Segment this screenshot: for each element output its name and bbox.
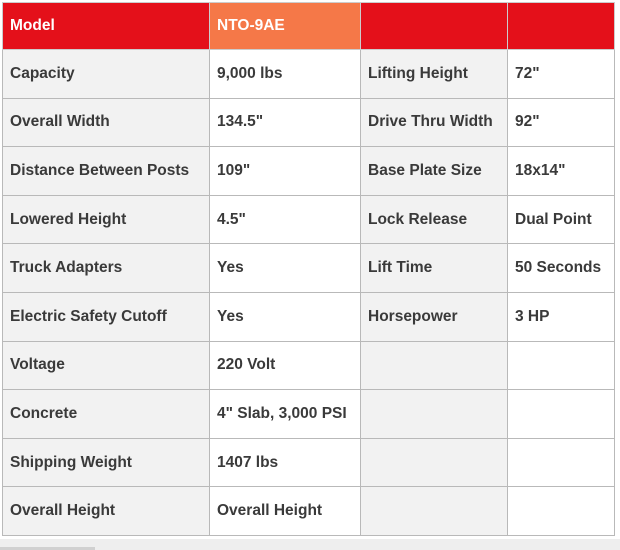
table-row	[3, 50, 615, 99]
spec-value: Yes	[210, 244, 361, 293]
spec-value: 1407 lbs	[210, 438, 361, 487]
spec-label: Overall Height	[3, 487, 210, 536]
empty-cell	[508, 438, 615, 487]
spec-value: Yes	[210, 292, 361, 341]
spec-value: 18x14"	[508, 147, 615, 196]
spec-value: 220 Volt	[210, 341, 361, 390]
header-model-value: NTO-9AE	[210, 3, 361, 50]
header-model-label: Model	[3, 3, 210, 50]
spec-label: Truck Adapters	[3, 244, 210, 293]
spec-value: 72"	[508, 50, 615, 99]
spec-label: Shipping Weight	[3, 438, 210, 487]
spec-label: Drive Thru Width	[361, 98, 508, 147]
spec-value: 3 HP	[508, 292, 615, 341]
spec-label: Capacity	[3, 50, 210, 99]
table-row	[3, 390, 615, 439]
spec-value: Overall Height	[210, 487, 361, 536]
table-row	[3, 244, 615, 293]
table-row	[3, 98, 615, 147]
empty-cell	[508, 487, 615, 536]
spec-label: Base Plate Size	[361, 147, 508, 196]
table-row	[3, 487, 615, 536]
spec-label: Lift Time	[361, 244, 508, 293]
header-empty-cell	[361, 3, 508, 50]
spec-value: 109"	[210, 147, 361, 196]
table-row	[3, 195, 615, 244]
spec-label: Voltage	[3, 341, 210, 390]
header-empty-cell	[508, 3, 615, 50]
table-row	[3, 438, 615, 487]
spec-label: Horsepower	[361, 292, 508, 341]
spec-table-header-row	[3, 3, 615, 50]
empty-cell	[361, 390, 508, 439]
table-row	[3, 341, 615, 390]
spec-label: Electric Safety Cutoff	[3, 292, 210, 341]
table-row	[3, 147, 615, 196]
spec-label: Concrete	[3, 390, 210, 439]
spec-value: 134.5"	[210, 98, 361, 147]
spec-value: 9,000 lbs	[210, 50, 361, 99]
empty-cell	[361, 438, 508, 487]
spec-value: 4.5"	[210, 195, 361, 244]
empty-cell	[508, 341, 615, 390]
empty-cell	[508, 390, 615, 439]
spec-label: Overall Width	[3, 98, 210, 147]
empty-cell	[361, 341, 508, 390]
spec-label: Lock Release	[361, 195, 508, 244]
spec-label: Distance Between Posts	[3, 147, 210, 196]
spec-value: Dual Point	[508, 195, 615, 244]
spec-label: Lowered Height	[3, 195, 210, 244]
spec-table	[2, 2, 615, 536]
spec-value: 50 Seconds	[508, 244, 615, 293]
empty-cell	[361, 487, 508, 536]
spec-value: 92"	[508, 98, 615, 147]
spec-label: Lifting Height	[361, 50, 508, 99]
table-row	[3, 292, 615, 341]
spec-value: 4" Slab, 3,000 PSI	[210, 390, 361, 439]
